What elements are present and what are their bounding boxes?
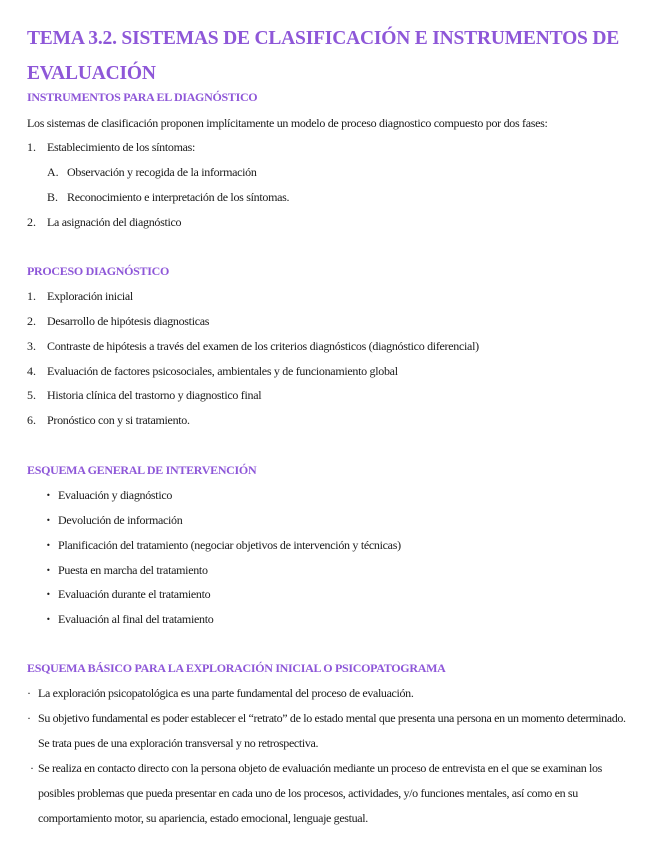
list-marker: 4.	[27, 364, 36, 378]
bullet-icon: •	[46, 541, 51, 550]
paragraph-item: Su objetivo fundamental es poder establecer el “retrato” de lo estado mental que presenta una persona en un momento determinado. Se trata pues de una exploración transversal y no retrospectiva.	[38, 711, 626, 750]
list-item: Evaluación y diagnóstico	[58, 488, 173, 502]
list-item: Planificación del tratamiento (negociar objetivos de intervención y técnicas)	[58, 538, 401, 552]
list-item: La asignación del diagnóstico	[47, 215, 182, 229]
section-heading-psicopatograma: ESQUEMA BÁSICO PARA LA EXPLORACIÓN INICIAL O PSICOPATOGRAMA	[27, 661, 446, 675]
section-heading-esquema-general: ESQUEMA GENERAL DE INTERVENCIÓN	[27, 463, 257, 477]
list-marker: B.	[47, 190, 59, 204]
paragraph-item: Se realiza en contacto directo con la persona objeto de evaluación mediante un proceso de entrevista en el que se examinan los posibles problemas que pueda presentar en cada uno de los procesos, actividades, y/o funciones mentales, así como en su comportamiento motor, su apariencia, estado emocional, lenguaje gestual.	[38, 761, 602, 825]
list-item: Reconocimiento e interpretación de los síntomas.	[67, 190, 290, 204]
list-item: Evaluación de factores psicosociales, ambientales y de funcionamiento global	[47, 364, 398, 378]
bullet-icon: •	[46, 615, 51, 624]
list-marker: A.	[47, 165, 59, 179]
list-item: Puesta en marcha del tratamiento	[58, 563, 208, 577]
section1-intro: Los sistemas de clasificación proponen implícitamente un modelo de proceso diagnostico compuesto por dos fases:	[27, 116, 548, 130]
list-item: Historia clínica del trastorno y diagnostico final	[47, 388, 262, 402]
list-item: Evaluación al final del tratamiento	[58, 612, 214, 626]
list-item: Pronóstico con y si tratamiento.	[47, 413, 190, 427]
list-marker: 1.	[27, 140, 36, 154]
bullet-icon: •	[46, 516, 51, 525]
list-item: Observación y recogida de la información	[67, 165, 257, 179]
paragraph-item: La exploración psicopatológica es una parte fundamental del proceso de evaluación.	[38, 686, 414, 700]
bullet-icon: •	[46, 590, 51, 599]
list-marker: 2.	[27, 314, 36, 328]
bullet-icon: •	[46, 566, 51, 575]
page-title: TEMA 3.2. SISTEMAS DE CLASIFICACIÓN E INSTRUMENTOS DE EVALUACIÓN	[27, 28, 620, 84]
list-item: Establecimiento de los síntomas:	[47, 140, 196, 154]
list-item: Devolución de información	[58, 513, 183, 527]
list-marker: ·	[30, 761, 34, 775]
list-marker: 1.	[27, 289, 36, 303]
list-item: Desarrollo de hipótesis diagnosticas	[47, 314, 210, 328]
section-heading-proceso-diagnostico: PROCESO DIAGNÓSTICO	[27, 264, 169, 278]
section-heading-instrumentos: INSTRUMENTOS PARA EL DIAGNÓSTICO	[27, 90, 258, 104]
list-marker: 2.	[27, 215, 36, 229]
bullet-icon: •	[46, 491, 51, 500]
list-marker: ·	[27, 711, 31, 725]
list-item: Evaluación durante el tratamiento	[58, 587, 211, 601]
list-item: Exploración inicial	[47, 289, 133, 303]
list-marker: 6.	[27, 413, 36, 427]
list-marker: 3.	[27, 339, 36, 353]
list-marker: ·	[27, 686, 31, 700]
list-item: Contraste de hipótesis a través del examen de los criterios diagnósticos (diagnóstico diferencial)	[47, 339, 479, 353]
list-marker: 5.	[27, 388, 36, 402]
